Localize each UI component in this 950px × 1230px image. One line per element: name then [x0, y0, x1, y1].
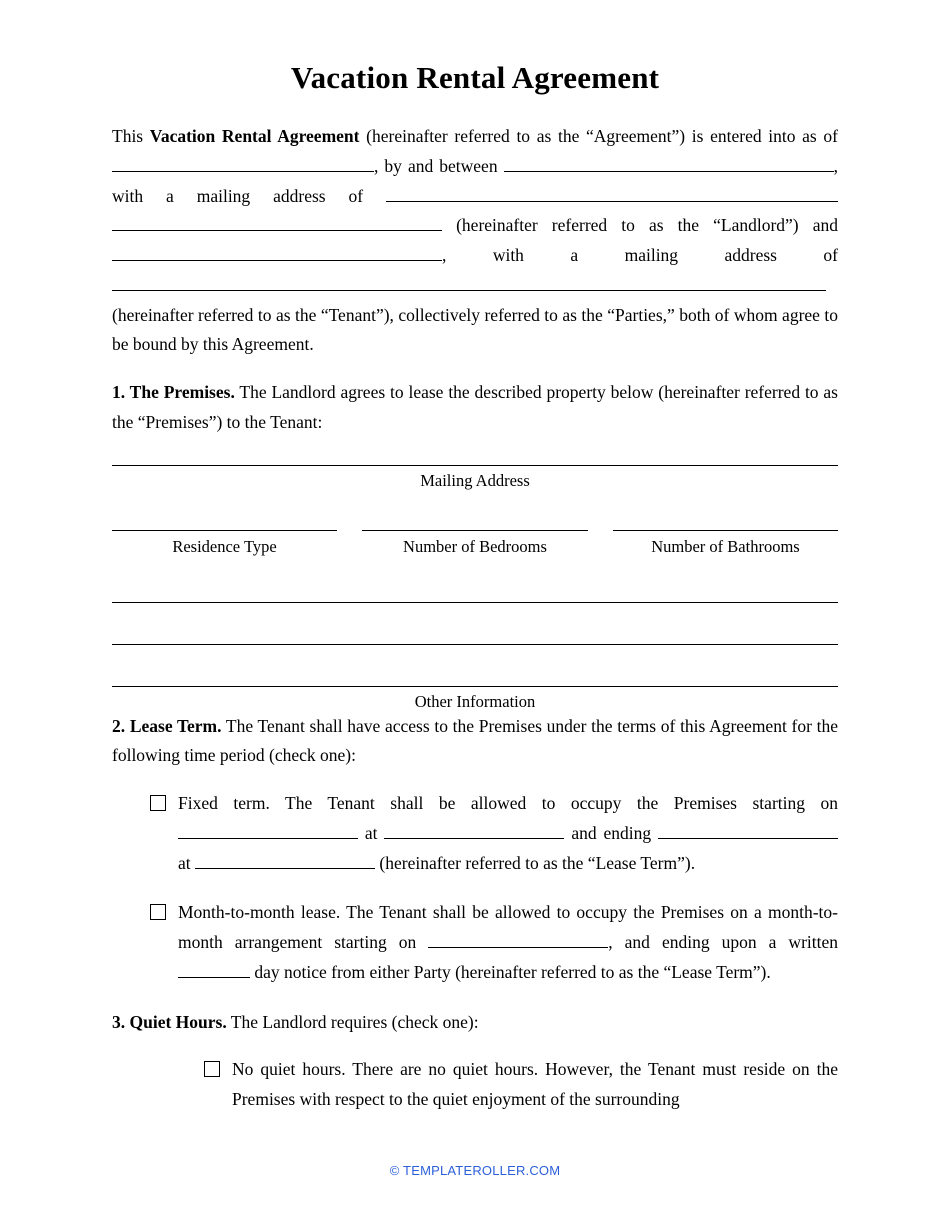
blank-number-of-bedrooms[interactable] [362, 529, 587, 531]
other-information-caption: Other Information [414, 691, 536, 711]
bathrooms-field [613, 529, 838, 557]
residence-type-caption: Residence Type [172, 536, 277, 556]
section-2-paragraph [112, 712, 838, 772]
blank-agreement-date[interactable] [112, 154, 374, 172]
blank-landlord-address-1[interactable] [386, 184, 838, 202]
blank-number-of-bathrooms[interactable] [613, 529, 838, 531]
intro-lead: This [112, 126, 150, 146]
bathrooms-caption: Number of Bathrooms [651, 536, 800, 556]
intro-text-6: (hereinafter referred to as the “Tenant”), collectively referred to as the “Parties,” both of whom agree to be bound by this Agreement. [112, 304, 838, 355]
blank-other-information-2[interactable] [112, 643, 838, 645]
section-1-heading: 1. The Premises. [112, 382, 235, 402]
intro-text-4: (hereinafter referred to as the “Landlord”) and [442, 215, 838, 236]
checkbox-icon[interactable] [150, 795, 166, 811]
page-title: Vacation Rental Agreement [290, 60, 660, 95]
fixed-text-3: and ending [564, 822, 658, 843]
fixed-text-2: at [358, 822, 385, 843]
blank-mtm-start-date[interactable] [428, 930, 608, 948]
bedrooms-field [362, 529, 587, 557]
blank-mtm-notice-days[interactable] [178, 960, 250, 978]
footer-watermark: © TEMPLATEROLLER.COM [389, 1163, 561, 1178]
mtm-text-3: day notice from either Party (hereinafter referred to as the “Lease Term”). [250, 961, 771, 982]
intro-text-5: , with a mailing address of [442, 245, 838, 265]
blank-fixed-start-time[interactable] [384, 821, 564, 839]
lease-term-fixed-option[interactable] [112, 789, 838, 878]
blank-landlord-address-2[interactable] [112, 214, 442, 232]
section-2-heading: 2. Lease Term. [112, 715, 222, 736]
mailing-address-caption: Mailing Address [420, 470, 530, 490]
intro-text-3: , with a mailing address of [112, 155, 838, 206]
section-1-body: The Landlord agrees to lease the described property below (hereinafter referred to as the “Premises”) to the Tenant: [112, 382, 838, 432]
blank-residence-type[interactable] [112, 529, 337, 531]
section-3-heading: 3. Quiet Hours. [112, 1011, 227, 1032]
checkbox-icon[interactable] [150, 904, 166, 920]
blank-tenant-name[interactable] [112, 243, 442, 261]
blank-other-information-1[interactable] [112, 601, 838, 603]
lease-term-month-to-month-text [178, 898, 838, 987]
blank-fixed-start-date[interactable] [178, 821, 358, 839]
mtm-text-2: , and ending upon a written [608, 932, 838, 952]
checkbox-icon[interactable] [204, 1061, 220, 1077]
lease-term-month-to-month-option[interactable] [112, 898, 838, 987]
mtm-text-1: Month-to-month lease. The Tenant shall be allowed to occupy the Premises on a month-to-month arrangement starting on [178, 902, 838, 952]
residence-type-field [112, 529, 337, 557]
quiet-hours-none-text: No quiet hours. There are no quiet hours. However, the Tenant must reside on the Premises with respect to the quiet enjoyment of the surrounding [232, 1059, 838, 1109]
other-information-fields [112, 601, 838, 712]
blank-tenant-address-2[interactable] [374, 273, 826, 291]
section-3-paragraph [112, 1008, 838, 1038]
intro-text-2: , by and between [374, 155, 504, 176]
premises-fields [112, 464, 838, 712]
fixed-text-1: Fixed term. The Tenant shall be allowed to occupy the Premises starting on [178, 793, 838, 813]
section-3-body: The Landlord requires (check one): [226, 1011, 479, 1032]
blank-tenant-address-1[interactable] [112, 273, 374, 291]
quiet-hours-none-option[interactable] [112, 1055, 838, 1115]
section-1-paragraph [112, 378, 838, 438]
blank-fixed-end-time[interactable] [195, 851, 375, 869]
fixed-text-4: at [178, 852, 196, 873]
bedrooms-caption: Number of Bedrooms [403, 536, 547, 556]
intro-text-1: (hereinafter referred to as the “Agreement”) is entered into as of [359, 126, 838, 146]
intro-agreement-name: Vacation Rental Agreement [149, 126, 360, 146]
blank-fixed-end-date[interactable] [658, 821, 838, 839]
intro-paragraph [112, 122, 838, 360]
blank-other-information-3[interactable] [112, 685, 838, 687]
premises-detail-row [112, 529, 838, 557]
fixed-text-5: (hereinafter referred to as the “Lease Term”). [375, 852, 696, 873]
blank-landlord-name[interactable] [504, 154, 834, 172]
section-2-body: The Tenant shall have access to the Premises under the terms of this Agreement for the following time period (check one): [112, 715, 838, 766]
blank-mailing-address[interactable] [112, 464, 838, 466]
lease-term-fixed-text [178, 789, 838, 878]
